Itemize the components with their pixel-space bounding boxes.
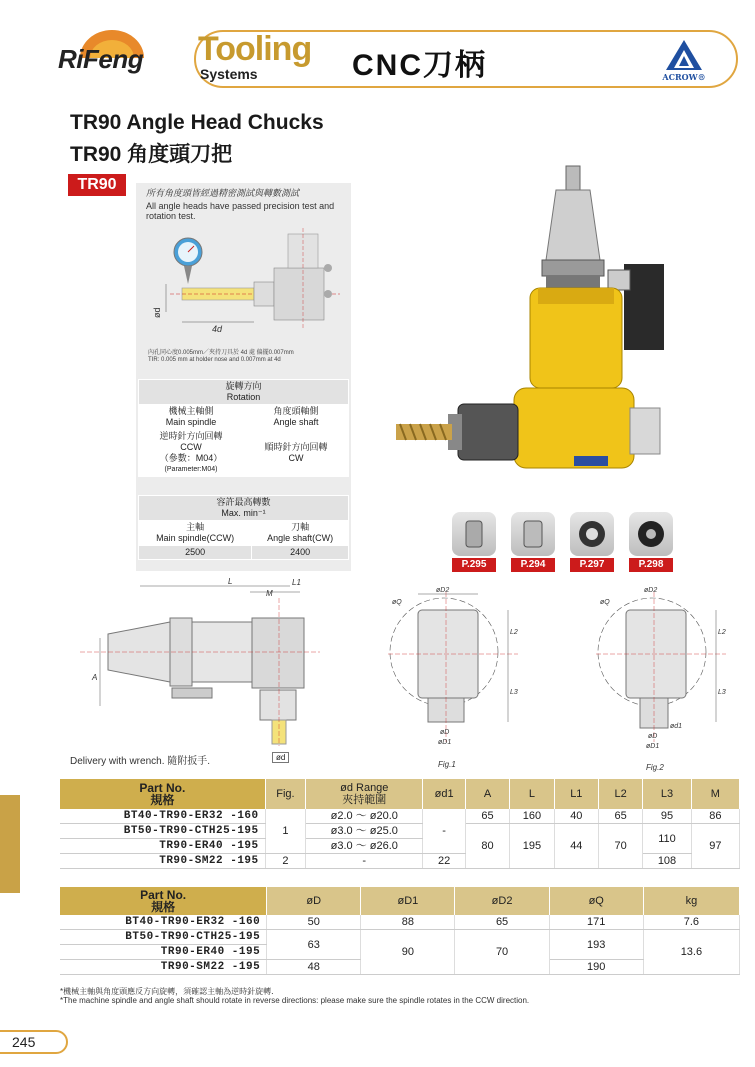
L3-cell: 95: [643, 809, 691, 824]
L-cell: 195: [510, 824, 554, 869]
collet-icon: [452, 512, 496, 556]
collet-p297[interactable]: [570, 512, 614, 570]
rotation-header: 旋轉方向 Rotation: [139, 380, 349, 405]
page-title-en: TR90 Angle Head Chucks: [70, 111, 324, 134]
oD-cell: 63: [267, 930, 361, 960]
model-tag: TR90: [68, 174, 126, 196]
systems-subtitle: Systems: [200, 66, 258, 82]
oQ-cell: 171: [549, 915, 643, 930]
tir-note-zh: 內孔同心度0.005mm／夾持刀具於 4d 處 偏擺0.007mm: [148, 350, 294, 356]
th-A: A: [465, 779, 509, 809]
part-number: BT50-TR90-CTH25-195: [60, 930, 267, 945]
L1-cell: 44: [554, 824, 598, 869]
collet-page-label: P.295: [452, 558, 496, 572]
oD1-cell: 88: [361, 915, 455, 930]
th-M: M: [691, 779, 739, 809]
collet-page-label: P.294: [511, 558, 555, 572]
th-fig: Fig.: [265, 779, 306, 809]
dimension-table: [60, 779, 740, 869]
logo-text: RiFeng: [58, 44, 144, 74]
part-number: TR90-ER40 -195: [60, 839, 265, 854]
rotation-table: [138, 379, 349, 477]
oD-cell: 50: [267, 915, 361, 930]
fig2-oD2: øD2: [644, 587, 658, 594]
fig1-caption: Fig.1: [438, 760, 456, 769]
fig-cell: 1: [265, 809, 306, 854]
side-tab-bar: [0, 795, 20, 893]
part-number: TR90-SM22 -195: [60, 854, 265, 869]
tooling-title: Tooling: [198, 30, 312, 68]
page-number: 245: [12, 1034, 36, 1050]
range-cell: ø2.0 ～ ø20.0: [306, 809, 423, 824]
fig1-oD: øD: [440, 729, 450, 736]
kg-cell: 7.6: [643, 915, 739, 930]
M-cell: 97: [691, 824, 739, 869]
th-kg: kg: [643, 887, 739, 915]
tir-note-en: TIR: 0.005 mm at holder nose and 0.007mm at 4d: [148, 357, 281, 363]
ccw-cell: 逆時針方向回轉 CCW （參數：M04） (Parameter:M04): [139, 430, 244, 477]
fig1-oQ: øQ: [392, 599, 402, 606]
kg-cell: 13.6: [643, 930, 739, 975]
fig1-oD1: øD1: [438, 739, 452, 746]
oQ-cell: 190: [549, 960, 643, 975]
delivery-note: Delivery with wrench. 隨附扳手.: [70, 756, 211, 767]
th-part-no: Part No. 規格: [60, 887, 267, 915]
th-L1: L1: [554, 779, 598, 809]
table-row: [60, 824, 740, 839]
part-number: BT50-TR90-CTH25-195: [60, 824, 265, 839]
dim-L-label: L: [228, 578, 233, 586]
L1-cell: 40: [554, 809, 598, 824]
range-cell: -: [306, 854, 423, 869]
collet-page-label: P.297: [570, 558, 614, 572]
fig2-oQ: øQ: [600, 599, 610, 606]
th-part-no: Part No. 規格: [60, 779, 265, 809]
angle-head-product-image: [396, 160, 696, 500]
th-oD1: øD1: [361, 887, 455, 915]
dim-A-label: A: [92, 673, 98, 682]
M-cell: 86: [691, 809, 739, 824]
table-row: [60, 930, 740, 945]
fig1-oD2: øD2: [436, 587, 450, 594]
fig1-front-view: [388, 582, 528, 752]
A-cell: 65: [465, 809, 509, 824]
fig2-oD: øD: [648, 733, 658, 740]
collet-page-label: P.298: [629, 558, 673, 572]
4d-dim-label: 4d: [212, 324, 223, 334]
cw-cell: 順時針方向回轉 CW: [244, 430, 349, 477]
acrow-brand-text: ACROW®: [662, 72, 706, 82]
collet-icon: [511, 512, 555, 556]
speed-angle-cell: 刀軸 Angle shaft(CW): [252, 521, 349, 546]
dim-M-label: M: [266, 589, 273, 598]
side-view-drawing: [80, 578, 330, 748]
fig2-caption: Fig.2: [646, 763, 664, 772]
speed-angle-value: 2400: [252, 546, 349, 560]
table-row: [60, 915, 740, 930]
A-cell: 80: [465, 824, 509, 869]
speed-main-cell: 主軸 Main spindle(CCW): [139, 521, 252, 546]
fig2-front-view: [596, 582, 736, 752]
max-speed-header: 容許最高轉數 Max. min⁻¹: [139, 496, 349, 521]
od-dim-label: ød: [152, 307, 162, 318]
oD-cell: 48: [267, 960, 361, 975]
od-box-label: ød: [272, 752, 289, 763]
L2-cell: 70: [598, 824, 642, 869]
range-cell: ø3.0 ～ ø25.0: [306, 824, 423, 839]
part-number: BT40-TR90-ER32 -160: [60, 915, 267, 930]
th-oD2: øD2: [455, 887, 549, 915]
test-note-en: All angle heads have passed precision test and rotation test.: [146, 201, 335, 221]
part-number: TR90-SM22 -195: [60, 960, 267, 975]
tir-test-diagram: [140, 228, 348, 338]
th-od-range: ød Range 夾持範圍: [306, 779, 423, 809]
fig1-L2: L2: [510, 629, 518, 636]
collet-nut-icon: [570, 512, 614, 556]
fig-cell: 2: [265, 854, 306, 869]
collet-p294[interactable]: [511, 512, 555, 570]
footnote-en: *The machine spindle and angle shaft should rotate in reverse directions: please make sure the spindle rotates in the CCW direction.: [60, 996, 530, 1005]
range-cell: ø3.0 ～ ø26.0: [306, 839, 423, 854]
fig2-L3: L3: [718, 689, 726, 696]
th-oD: øD: [267, 887, 361, 915]
L-cell: 160: [510, 809, 554, 824]
L2-cell: 65: [598, 809, 642, 824]
collet-p295[interactable]: [452, 512, 496, 570]
collet-p298[interactable]: [629, 512, 673, 570]
size-weight-table: [60, 887, 740, 975]
fig2-od1: ød1: [670, 723, 683, 730]
L3-cell: 108: [643, 854, 691, 869]
th-od1: ød1: [423, 779, 466, 809]
fig2-L2: L2: [718, 629, 726, 636]
th-L3: L3: [643, 779, 691, 809]
page-title-zh: TR90 角度頭刀把: [70, 143, 233, 166]
collet-nut-icon: [629, 512, 673, 556]
od1-cell: 22: [423, 854, 466, 869]
fig2-oD1: øD1: [646, 743, 660, 750]
th-L: L: [510, 779, 554, 809]
acrow-logo: [652, 38, 716, 87]
oD2-cell: 65: [455, 915, 549, 930]
th-oQ: øQ: [549, 887, 643, 915]
oD2-cell: 70: [455, 930, 549, 975]
speed-main-value: 2500: [139, 546, 252, 560]
od1-cell: -: [423, 809, 466, 854]
cnc-title: CNC刀柄: [352, 49, 487, 82]
dim-L1-label: L1: [292, 578, 301, 587]
table-row: [60, 809, 740, 824]
max-speed-table: [138, 495, 349, 560]
part-number: TR90-ER40 -195: [60, 945, 267, 960]
oQ-cell: 193: [549, 930, 643, 960]
main-spindle-cell: 機械主軸側 Main spindle: [139, 405, 244, 430]
part-number: BT40-TR90-ER32 -160: [60, 809, 265, 824]
fig1-L3: L3: [510, 689, 518, 696]
oD1-cell: 90: [361, 930, 455, 975]
test-note-zh: 所有角度頭皆經過精密測試與轉數測試: [146, 189, 300, 199]
th-L2: L2: [598, 779, 642, 809]
L3-cell: 110: [643, 824, 691, 854]
footnote-zh: *機械主軸與角度頭應反方向旋轉，須確認主軸為逆時針旋轉．: [60, 987, 280, 996]
angle-shaft-cell: 角度頭軸側 Angle shaft: [244, 405, 349, 430]
